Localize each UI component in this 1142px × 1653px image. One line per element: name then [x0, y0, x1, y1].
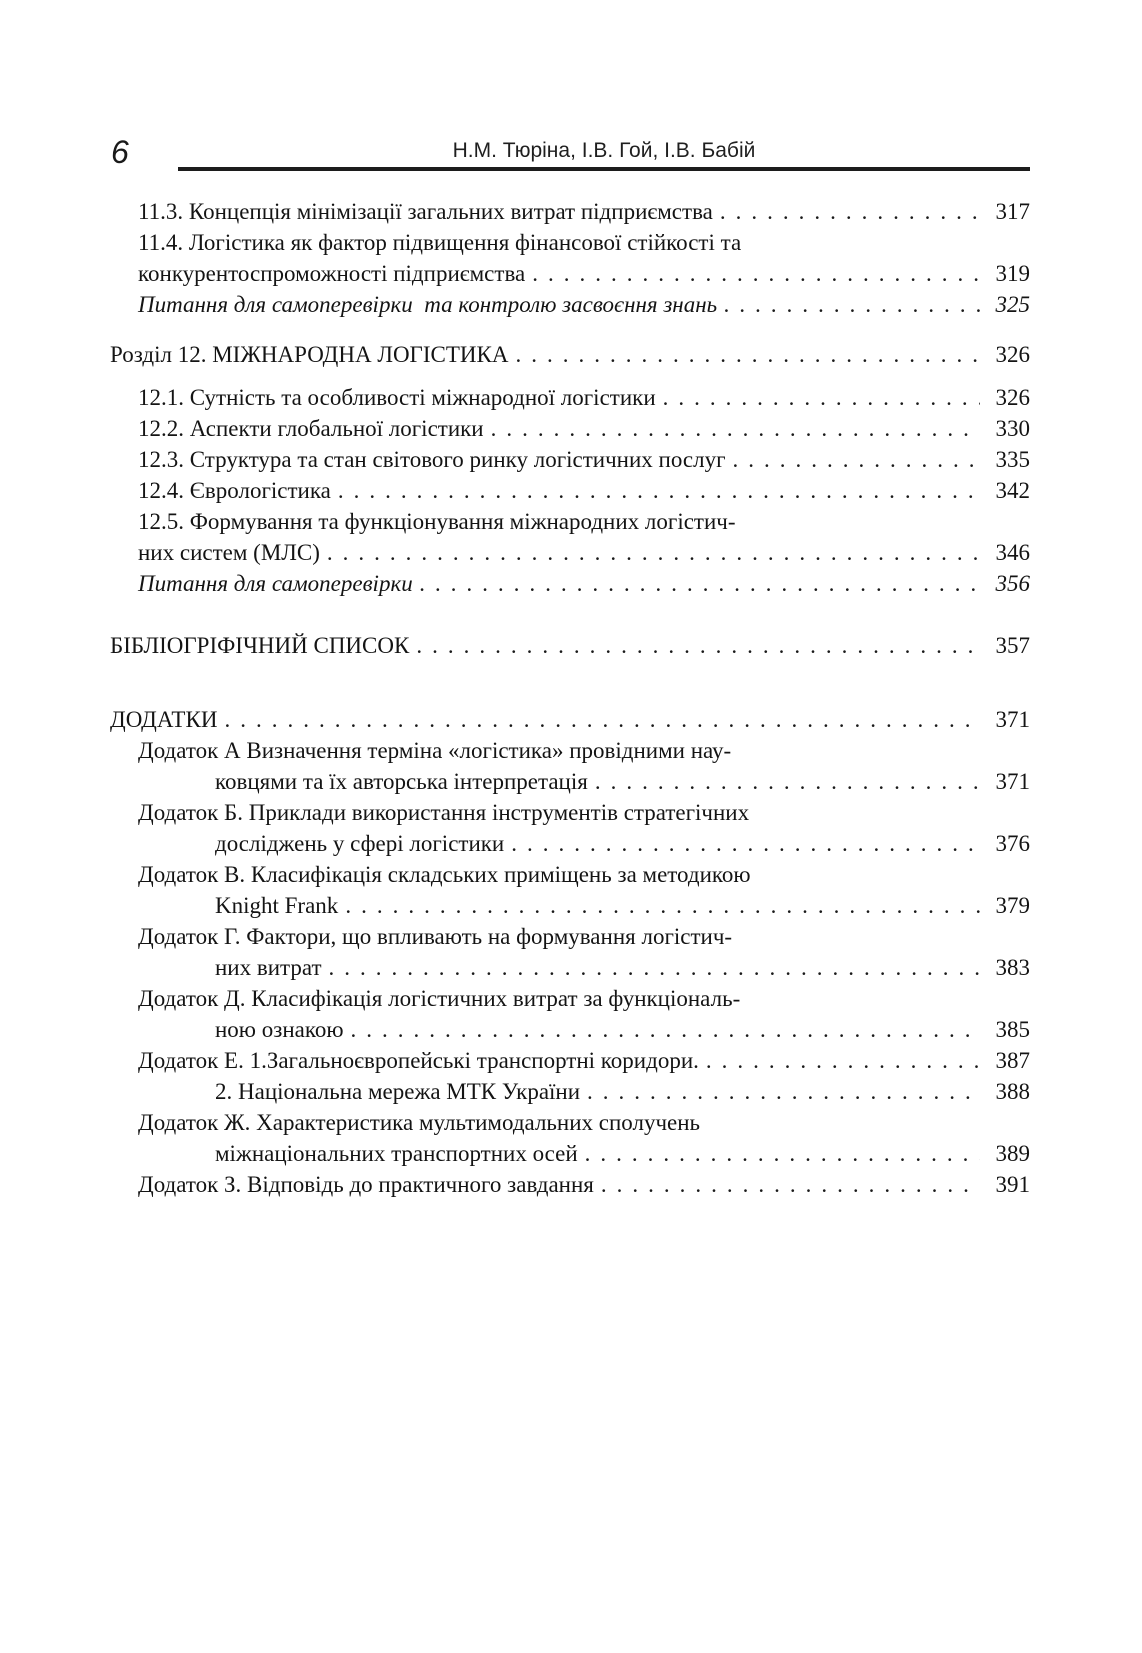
toc-entry-text: міжнаціональних транспортних осей — [215, 1141, 578, 1166]
toc-row — [215, 1014, 1030, 1045]
page-ref: 335 — [995, 447, 1030, 472]
toc-row — [138, 258, 1030, 289]
toc-row — [138, 859, 1030, 890]
toc-entry-text: Питання для самоперевірки та контролю засвоєння знань — [138, 292, 718, 317]
dot-leader — [532, 258, 980, 289]
dot-leader — [601, 1169, 980, 1200]
toc-entry-text: 12.2. Аспекти глобальної логістики — [138, 416, 484, 441]
page-ref: 342 — [995, 478, 1030, 503]
toc-entry-text: ковцями та їх авторська інтерпретація — [215, 769, 588, 794]
toc-row — [215, 1138, 1030, 1169]
dot-leader — [720, 196, 980, 227]
toc-entry-text: Додаток Б. Приклади використання інструментів стратегічних — [138, 800, 750, 825]
dot-leader — [224, 704, 980, 735]
toc-row — [138, 735, 1030, 766]
page-ref: 385 — [995, 1017, 1030, 1042]
toc-entry-text: 12.4. Єврологістика — [138, 478, 331, 503]
dot-leader — [511, 828, 980, 859]
header-rule — [178, 167, 1030, 171]
page-ref: 319 — [995, 261, 1030, 286]
toc-row — [138, 444, 1030, 475]
toc-row — [138, 537, 1030, 568]
toc-entry-text: Додаток Ж. Характеристика мультимодальних сполучень — [138, 1110, 701, 1135]
dot-leader — [515, 339, 980, 370]
toc-entry-text: них систем (МЛС) — [138, 540, 320, 565]
toc-entry-text: Knight Frank — [215, 893, 339, 918]
dot-leader — [733, 444, 980, 475]
page-ref: 387 — [995, 1048, 1030, 1073]
toc-row — [138, 797, 1030, 828]
page-ref: 356 — [995, 571, 1030, 596]
toc-row — [138, 983, 1030, 1014]
toc-entry-text: Додаток В. Класифікація складських приміщень за методикою — [138, 862, 751, 887]
toc-entry-text: 11.4. Логістика як фактор підвищення фінансової стійкості та — [138, 230, 742, 255]
dot-leader — [327, 537, 980, 568]
page-ref: 389 — [995, 1141, 1030, 1166]
running-header-authors: Н.М. Тюріна, І.В. Гой, І.В. Бабій — [452, 139, 756, 162]
toc-row — [138, 413, 1030, 444]
dot-leader — [663, 382, 980, 413]
toc-row — [215, 766, 1030, 797]
toc-entry-text: ДОДАТКИ — [110, 707, 218, 732]
dot-leader — [587, 1076, 980, 1107]
toc-entry-text: конкурентоспроможності підприємства — [138, 261, 526, 286]
page-ref: 371 — [995, 769, 1030, 794]
toc-entry-text: БІБЛІОГРІФІЧНИЙ СПИСОК — [110, 633, 410, 658]
toc-row — [138, 475, 1030, 506]
toc-row — [215, 890, 1030, 921]
toc-row — [138, 1045, 1030, 1076]
toc-entry-text: досліджень у сфері логістики — [215, 831, 505, 856]
page-ref: 383 — [995, 955, 1030, 980]
toc-row — [215, 828, 1030, 859]
toc-row — [110, 704, 1030, 735]
toc-row — [138, 1107, 1030, 1138]
dot-leader — [585, 1138, 980, 1169]
page-ref: 371 — [995, 707, 1030, 732]
table-of-contents — [110, 196, 1030, 1200]
toc-row — [138, 921, 1030, 952]
dot-leader — [420, 568, 980, 599]
toc-row — [138, 289, 1030, 320]
page-ref: 388 — [995, 1079, 1030, 1104]
toc-entry-text: 11.3. Концепція мінімізації загальних витрат підприємства — [138, 199, 713, 224]
toc-row — [138, 227, 1030, 258]
page-ref: 326 — [995, 342, 1030, 367]
page-ref: 317 — [995, 199, 1030, 224]
toc-row — [138, 196, 1030, 227]
toc-entry-text: ною ознакою — [215, 1017, 344, 1042]
running-header — [178, 139, 1030, 163]
page-ref: 330 — [995, 416, 1030, 441]
dot-leader — [338, 475, 980, 506]
toc-row — [138, 506, 1030, 537]
toc-entry-text: них витрат — [215, 955, 322, 980]
dot-leader — [724, 289, 980, 320]
page-ref: 391 — [995, 1172, 1030, 1197]
dot-leader — [491, 413, 980, 444]
toc-row — [215, 952, 1030, 983]
toc-entry-text: Додаток Д. Класифікація логістичних витрат за функціональ- — [138, 986, 741, 1011]
page-ref: 346 — [995, 540, 1030, 565]
toc-entry-text: 2. Національна мережа МТК України — [215, 1079, 581, 1104]
toc-row — [138, 1169, 1030, 1200]
page-ref: 357 — [995, 633, 1030, 658]
dot-leader — [706, 1045, 980, 1076]
toc-entry-text: 12.3. Структура та стан світового ринку логістичних послуг — [138, 447, 726, 472]
toc-entry-text: Додаток З. Відповідь до практичного завдання — [138, 1172, 594, 1197]
toc-row — [110, 339, 1030, 370]
dot-leader — [329, 952, 980, 983]
toc-entry-text: Додаток Г. Фактори, що впливають на формування логістич- — [138, 924, 733, 949]
page-ref: 379 — [995, 893, 1030, 918]
toc-row — [138, 382, 1030, 413]
dot-leader — [416, 630, 980, 661]
page-number: 6 — [111, 134, 129, 170]
page-ref: 325 — [995, 292, 1030, 317]
toc-row — [138, 568, 1030, 599]
toc-entry-text: Додаток Е. 1.Загальноєвропейські транспортні коридори. — [138, 1048, 699, 1073]
dot-leader — [351, 1014, 980, 1045]
toc-entry-text: 12.1. Сутність та особливості міжнародної логістики — [138, 385, 656, 410]
dot-leader — [595, 766, 980, 797]
toc-entry-text: 12.5. Формування та функціонування міжнародних логістич- — [138, 509, 736, 534]
toc-entry-text: Додаток А Визначення терміна «логістика» провідними нау- — [138, 738, 732, 763]
toc-row — [110, 630, 1030, 661]
page-ref: 326 — [995, 385, 1030, 410]
page-ref: 376 — [995, 831, 1030, 856]
toc-entry-text: Розділ 12. МІЖНАРОДНА ЛОГІСТИКА — [110, 342, 509, 367]
toc-row — [215, 1076, 1030, 1107]
dot-leader — [345, 890, 980, 921]
toc-entry-text: Питання для самоперевірки — [138, 571, 413, 596]
